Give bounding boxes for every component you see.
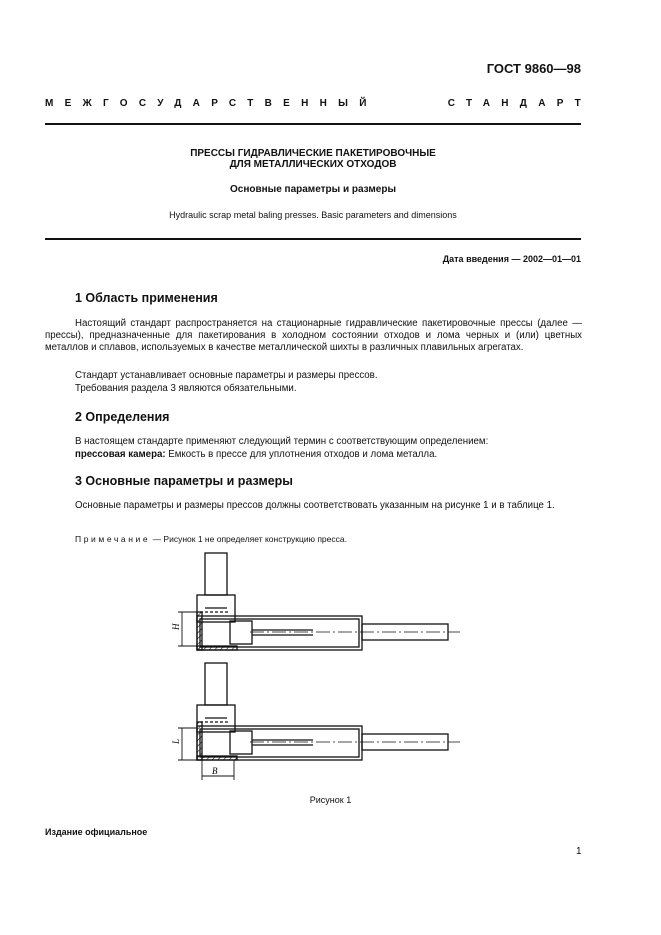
doc-title-line-2: ДЛЯ МЕТАЛЛИЧЕСКИХ ОТХОДОВ bbox=[229, 159, 397, 170]
interstate-label: МЕЖГОСУДАРСТВЕННЫЙ bbox=[45, 98, 378, 109]
figure-caption: Рисунок 1 bbox=[309, 795, 352, 805]
definition-text: Емкость в прессе для уплотнения отходов и лома металла. bbox=[165, 449, 438, 460]
press-bottom-view-body bbox=[197, 726, 362, 760]
title-divider bbox=[45, 238, 581, 240]
section-2-heading: 2 Определения bbox=[75, 410, 170, 424]
note bbox=[75, 534, 347, 544]
introduction-date: Дата введения — 2002—01—01 bbox=[442, 254, 581, 264]
section-3-heading: 3 Основные параметры и размеры bbox=[75, 474, 293, 488]
edition-label: Издание официальное bbox=[45, 827, 148, 837]
section-1-paragraph-3: Требования раздела 3 являются обязательными. bbox=[75, 383, 297, 394]
press-top-view-body bbox=[197, 616, 362, 650]
press-top-view-plunger bbox=[230, 621, 252, 644]
english-title: Hydraulic scrap metal baling presses. Basic parameters and dimensions bbox=[169, 210, 457, 220]
section-1-paragraph-2: Стандарт устанавливает основные параметры и размеры прессов. bbox=[75, 370, 378, 381]
note-text: — Рисунок 1 не определяет конструкцию пресса. bbox=[150, 534, 347, 544]
standard-label: СТАНДАРТ bbox=[447, 98, 592, 109]
doc-title-line-1: ПРЕССЫ ГИДРАВЛИЧЕСКИЕ ПАКЕТИРОВОЧНЫЕ bbox=[190, 148, 436, 159]
press-bottom-view-plunger bbox=[230, 731, 252, 754]
press-bottom-view bbox=[178, 663, 460, 780]
section-3-paragraph-1: Основные параметры и размеры прессов должны соответствовать указанным на рисунке 1 и в таблице 1. bbox=[75, 500, 555, 511]
press-top-view bbox=[178, 553, 460, 650]
dimension-b-label: B bbox=[212, 766, 218, 776]
section-2-paragraph-1: В настоящем стандарте применяют следующий термин с соответствующим определением: bbox=[75, 436, 489, 447]
definition-line bbox=[45, 449, 582, 461]
dimension-h-label: H bbox=[171, 623, 181, 630]
page-number: 1 bbox=[576, 846, 582, 857]
section-1-heading: 1 Область применения bbox=[75, 291, 218, 305]
section-1-paragraph-1: Настоящий стандарт распространяется на стационарные гидравлические пакетировочные прессы (далее — прессы), предназначенные для пакетирования в холодном состоянии отходов и лома черных и (или) цветных металлов и сплавов, используемых в качестве металлической шихты в различных плавильных агрегатах. bbox=[45, 318, 582, 353]
doc-subtitle: Основные параметры и размеры bbox=[229, 184, 397, 195]
definition-term: прессовая камера: bbox=[75, 449, 166, 460]
standard-number: ГОСТ 9860—98 bbox=[486, 61, 581, 76]
top-divider bbox=[45, 123, 581, 125]
press-figure bbox=[150, 550, 470, 785]
note-label: Примечание bbox=[75, 534, 151, 544]
dimension-l-label: L bbox=[171, 738, 181, 744]
press-bottom-view-vertical-rod bbox=[205, 663, 227, 705]
press-top-view-vertical-rod bbox=[205, 553, 227, 595]
